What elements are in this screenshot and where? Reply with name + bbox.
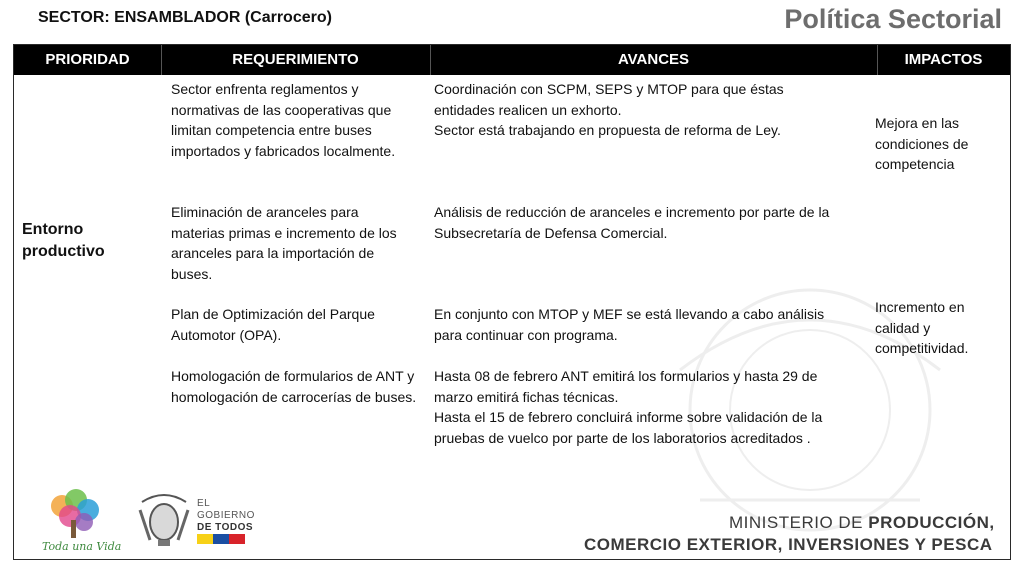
sector-title: SECTOR: ENSAMBLADOR (Carrocero) xyxy=(38,9,332,26)
priority-cell: Entorno productivo xyxy=(22,221,105,260)
advance-6: Hasta el 15 de febrero concluirá informe sobre validación de la pruebas de vuelco por parte de los laboratorios acreditados . xyxy=(434,409,823,446)
requirement-2: Eliminación de aranceles para materias primas e incremento de los aranceles para la importación de buses. xyxy=(171,204,397,282)
table-header xyxy=(14,45,1010,75)
advance-3: Análisis de reducción de aranceles e incremento por parte de la Subsecretaría de Defensa Comercial. xyxy=(434,204,830,241)
ministerio-logo-text: MINISTERIO DE PRODUCCIÓN, COMERCIO EXTERIOR, INVERSIONES Y PESCA xyxy=(584,513,995,554)
column-header-prioridad: PRIORIDAD xyxy=(45,51,130,68)
impact-1: Mejora en las condiciones de competencia xyxy=(875,115,969,172)
advance-4: En conjunto con MTOP y MEF se está llevando a cabo análisis para continuar con programa. xyxy=(434,306,825,343)
advance-1: Coordinación con SCPM, SEPS y MTOP para que éstas entidades realicen un exhorto. xyxy=(434,81,784,118)
column-header-requerimiento: REQUERIMIENTO xyxy=(232,51,359,68)
coat-of-arms-icon xyxy=(136,490,192,552)
requirement-4: Homologación de formularios de ANT y homologación de carrocerías de buses. xyxy=(171,368,417,405)
advance-5: Hasta 08 de febrero ANT emitirá los formularios y hasta 29 de marzo emitirá fichas técnicas. xyxy=(434,368,818,405)
requirement-3: Plan de Optimización del Parque Automotor (OPA). xyxy=(171,306,375,343)
column-header-avances: AVANCES xyxy=(617,51,690,68)
page-title: Política Sectorial xyxy=(784,4,1002,34)
toda-una-vida-text: Toda una Vida xyxy=(42,540,122,553)
gobierno-de-todos-logo: EL GOBIERNO DE TODOS xyxy=(197,498,255,548)
toda-una-vida-logo xyxy=(40,486,122,554)
flag-stripes-icon xyxy=(197,534,245,544)
impact-2: Incremento en calidad y competitividad. xyxy=(875,299,969,356)
requirement-1: Sector enfrenta reglamentos y normativas de las cooperativas que limitan competencia entre buses importados y fabricados localmente. xyxy=(171,81,396,159)
advance-2: Sector está trabajando en propuesta de reforma de Ley. xyxy=(434,122,781,138)
column-header-impactos: IMPACTOS xyxy=(904,51,983,68)
